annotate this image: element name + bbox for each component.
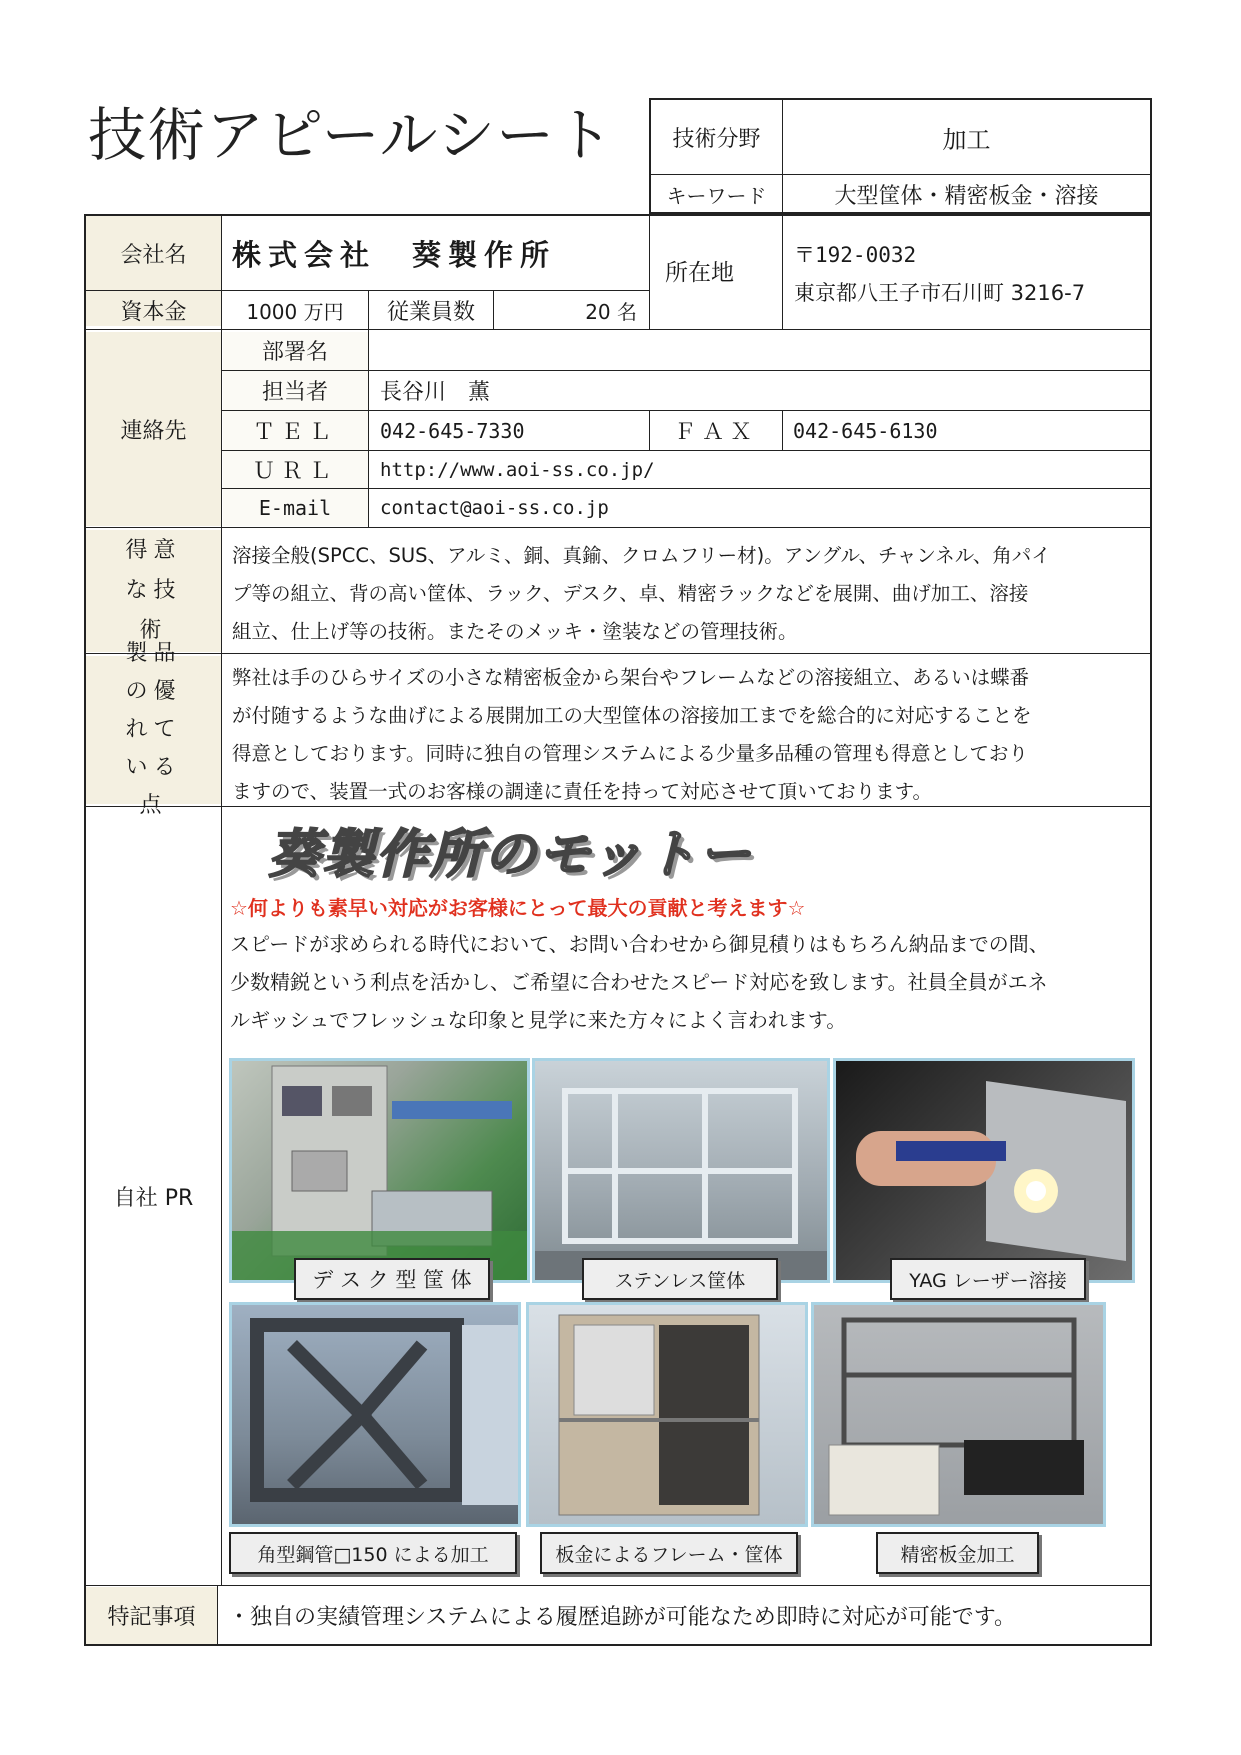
square-steel-tube-image bbox=[232, 1305, 518, 1524]
email-label: E-mail bbox=[258, 496, 332, 520]
url-label: ＵＲＬ bbox=[252, 459, 337, 484]
photo-desk-enclosure bbox=[229, 1058, 530, 1283]
pr-line: ルギッシュでフレッシュな印象と見学に来た方々によく言われます。 bbox=[230, 1008, 847, 1032]
skills-label-text: 得意な技 術 bbox=[125, 538, 210, 643]
photo-yag-laser bbox=[833, 1058, 1135, 1283]
skills-line: 溶接全般(SPCC、SUS、アルミ、銅、真鍮、クロムフリー材)。アングル、チャンネル、角パイ bbox=[232, 544, 1051, 567]
strengths-line: ますので、装置一式のお客様の調達に責任を持って対応させて頂いております。 bbox=[232, 780, 933, 803]
notes-value: ・独自の実績管理システムによる履歴追跡が可能なため即時に対応が可能です。 bbox=[228, 1605, 1017, 1630]
address-line: 東京都八王子市石川町 3216-7 bbox=[794, 281, 1086, 305]
caption-stainless-enclosure: ステンレス筐体 bbox=[582, 1258, 778, 1300]
page-title: 技術アピールシート bbox=[88, 101, 615, 169]
email-link[interactable]: contact@aoi-ss.co.jp bbox=[380, 497, 609, 519]
contact-label: 連絡先 bbox=[120, 418, 187, 444]
desk-enclosure-image bbox=[232, 1061, 527, 1280]
strengths-line: が付随するような曲げによる展開加工の大型筐体の溶接加工までを総合的に対応することを bbox=[232, 704, 1032, 727]
precision-sheet-metal-image bbox=[814, 1305, 1103, 1524]
yag-laser-image bbox=[836, 1061, 1132, 1280]
skills-text bbox=[232, 537, 1147, 651]
tech-field-label: 技術分野 bbox=[672, 126, 761, 152]
photo-stainless-enclosure bbox=[532, 1058, 830, 1283]
company-name-label: 会社名 bbox=[120, 242, 187, 268]
keyword-label: キーワード bbox=[666, 183, 767, 208]
capital-label: 資本金 bbox=[120, 299, 187, 325]
strengths-label bbox=[86, 641, 221, 818]
url-link[interactable]: http://www.aoi-ss.co.jp/ bbox=[380, 458, 655, 481]
photo-square-steel-tube bbox=[229, 1302, 521, 1527]
pr-line: 少数精鋭という利点を活かし、ご希望に合わせたスピード対応を致します。社員全員がエネ bbox=[230, 970, 1048, 994]
caption-square-steel-tube: 角型鋼管□150 による加工 bbox=[229, 1532, 517, 1574]
fax-label: ＦＡＸ bbox=[673, 420, 758, 445]
tel-value: 042-645-7330 bbox=[380, 418, 525, 443]
employees-label: 従業員数 bbox=[386, 299, 475, 325]
tel-label: ＴＥＬ bbox=[252, 420, 337, 445]
skills-line: 組立、仕上げ等の技術。またそのメッキ・塗装などの管理技術。 bbox=[232, 620, 798, 643]
address-postal: 〒192-0032 bbox=[794, 243, 917, 267]
strengths-text bbox=[232, 659, 1147, 811]
strengths-line: 得意としております。同時に独自の管理システムによる少量多品種の管理も得意としており bbox=[232, 742, 1028, 765]
fax-value: 042-645-6130 bbox=[793, 418, 938, 443]
skills-label bbox=[86, 530, 221, 652]
strengths-line: 弊社は手のひらサイズの小さな精密板金から架台やフレームなどの溶接組立、あるいは蝶番 bbox=[232, 666, 1030, 689]
tech-field-value: 加工 bbox=[942, 125, 991, 154]
caption-precision-sheet-metal: 精密板金加工 bbox=[876, 1532, 1039, 1574]
dept-label: 部署名 bbox=[261, 340, 328, 365]
caption-yag-laser: YAG レーザー溶接 bbox=[890, 1258, 1086, 1300]
pr-line: スピードが求められる時代において、お問い合わせから御見積りはもちろん納品までの間、 bbox=[230, 932, 1049, 956]
motto-title: 葵製作所のモットー bbox=[268, 825, 753, 885]
person-label: 担当者 bbox=[261, 380, 328, 405]
sheet-metal-frame-image bbox=[529, 1305, 805, 1524]
photo-precision-sheet-metal bbox=[811, 1302, 1106, 1527]
employees-value: 20 名 bbox=[585, 299, 637, 324]
pr-text bbox=[230, 925, 1150, 1039]
strengths-label-text: 製品の優れている点 bbox=[125, 641, 182, 818]
address-label: 所在地 bbox=[665, 260, 734, 286]
caption-desk-enclosure: デ ス ク 型 筐 体 bbox=[294, 1258, 490, 1300]
notes-label: 特記事項 bbox=[107, 1605, 196, 1630]
keyword-value: 大型筐体・精密板金・溶接 bbox=[834, 183, 1099, 209]
stainless-enclosure-image bbox=[535, 1061, 827, 1280]
skills-line: プ等の組立、背の高い筐体、ラック、デスク、卓、精密ラックなどを展開、曲げ加工、溶接 bbox=[232, 582, 1029, 605]
caption-sheet-metal-frame: 板金によるフレーム・筐体 bbox=[540, 1532, 798, 1574]
pr-label: 自社 PR bbox=[113, 1186, 194, 1211]
dept-value bbox=[380, 331, 1150, 370]
photo-sheet-metal-frame bbox=[526, 1302, 808, 1527]
motto-line: ☆何よりも素早い対応がお客様にとって最大の貢献と考えます☆ bbox=[230, 896, 806, 920]
company-name-value: 株式会社 葵製作所 bbox=[232, 237, 557, 272]
person-value: 長谷川 薫 bbox=[380, 380, 491, 405]
address-block bbox=[794, 236, 1150, 316]
capital-value: 1000 万円 bbox=[246, 299, 344, 324]
